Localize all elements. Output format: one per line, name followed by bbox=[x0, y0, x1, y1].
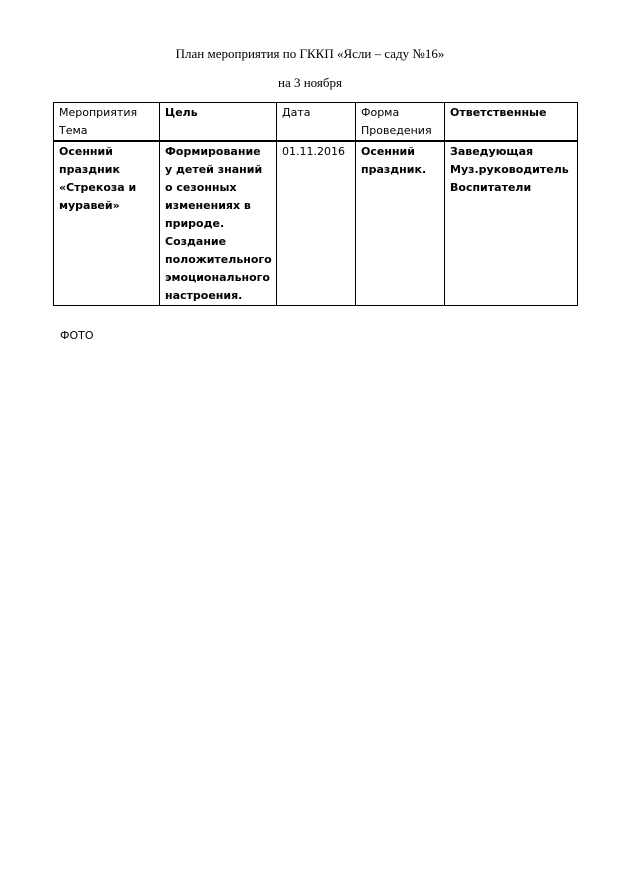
header-date: Дата bbox=[277, 103, 356, 142]
header-responsible: Ответственные bbox=[445, 103, 578, 142]
cell-date: 01.11.2016 bbox=[277, 141, 356, 306]
table-header-row bbox=[54, 103, 578, 142]
document-subtitle: на 3 ноября bbox=[277, 75, 342, 90]
photo-label: ФОТО bbox=[60, 329, 94, 342]
cell-goal: Формирование у детей знаний о сезонных изменениях в природе. Создание положительного эмоционального настроения. bbox=[160, 141, 277, 306]
plan-table-header bbox=[54, 103, 578, 142]
header-event-topic: Мероприятия Тема bbox=[54, 103, 160, 142]
plan-table bbox=[53, 102, 578, 306]
cell-event-topic: Осенний праздник «Стрекоза и муравей» bbox=[54, 141, 160, 306]
table-row bbox=[54, 141, 578, 306]
header-goal: Цель bbox=[160, 103, 277, 142]
cell-responsible: Заведующая Муз.руководитель Воспитатели bbox=[445, 141, 578, 306]
plan-table-body bbox=[54, 141, 578, 306]
document-title: План мероприятия по ГККП «Ясли – саду №16» bbox=[175, 46, 445, 61]
cell-form: Осенний праздник. bbox=[356, 141, 445, 306]
header-form: Форма Проведения bbox=[356, 103, 445, 142]
